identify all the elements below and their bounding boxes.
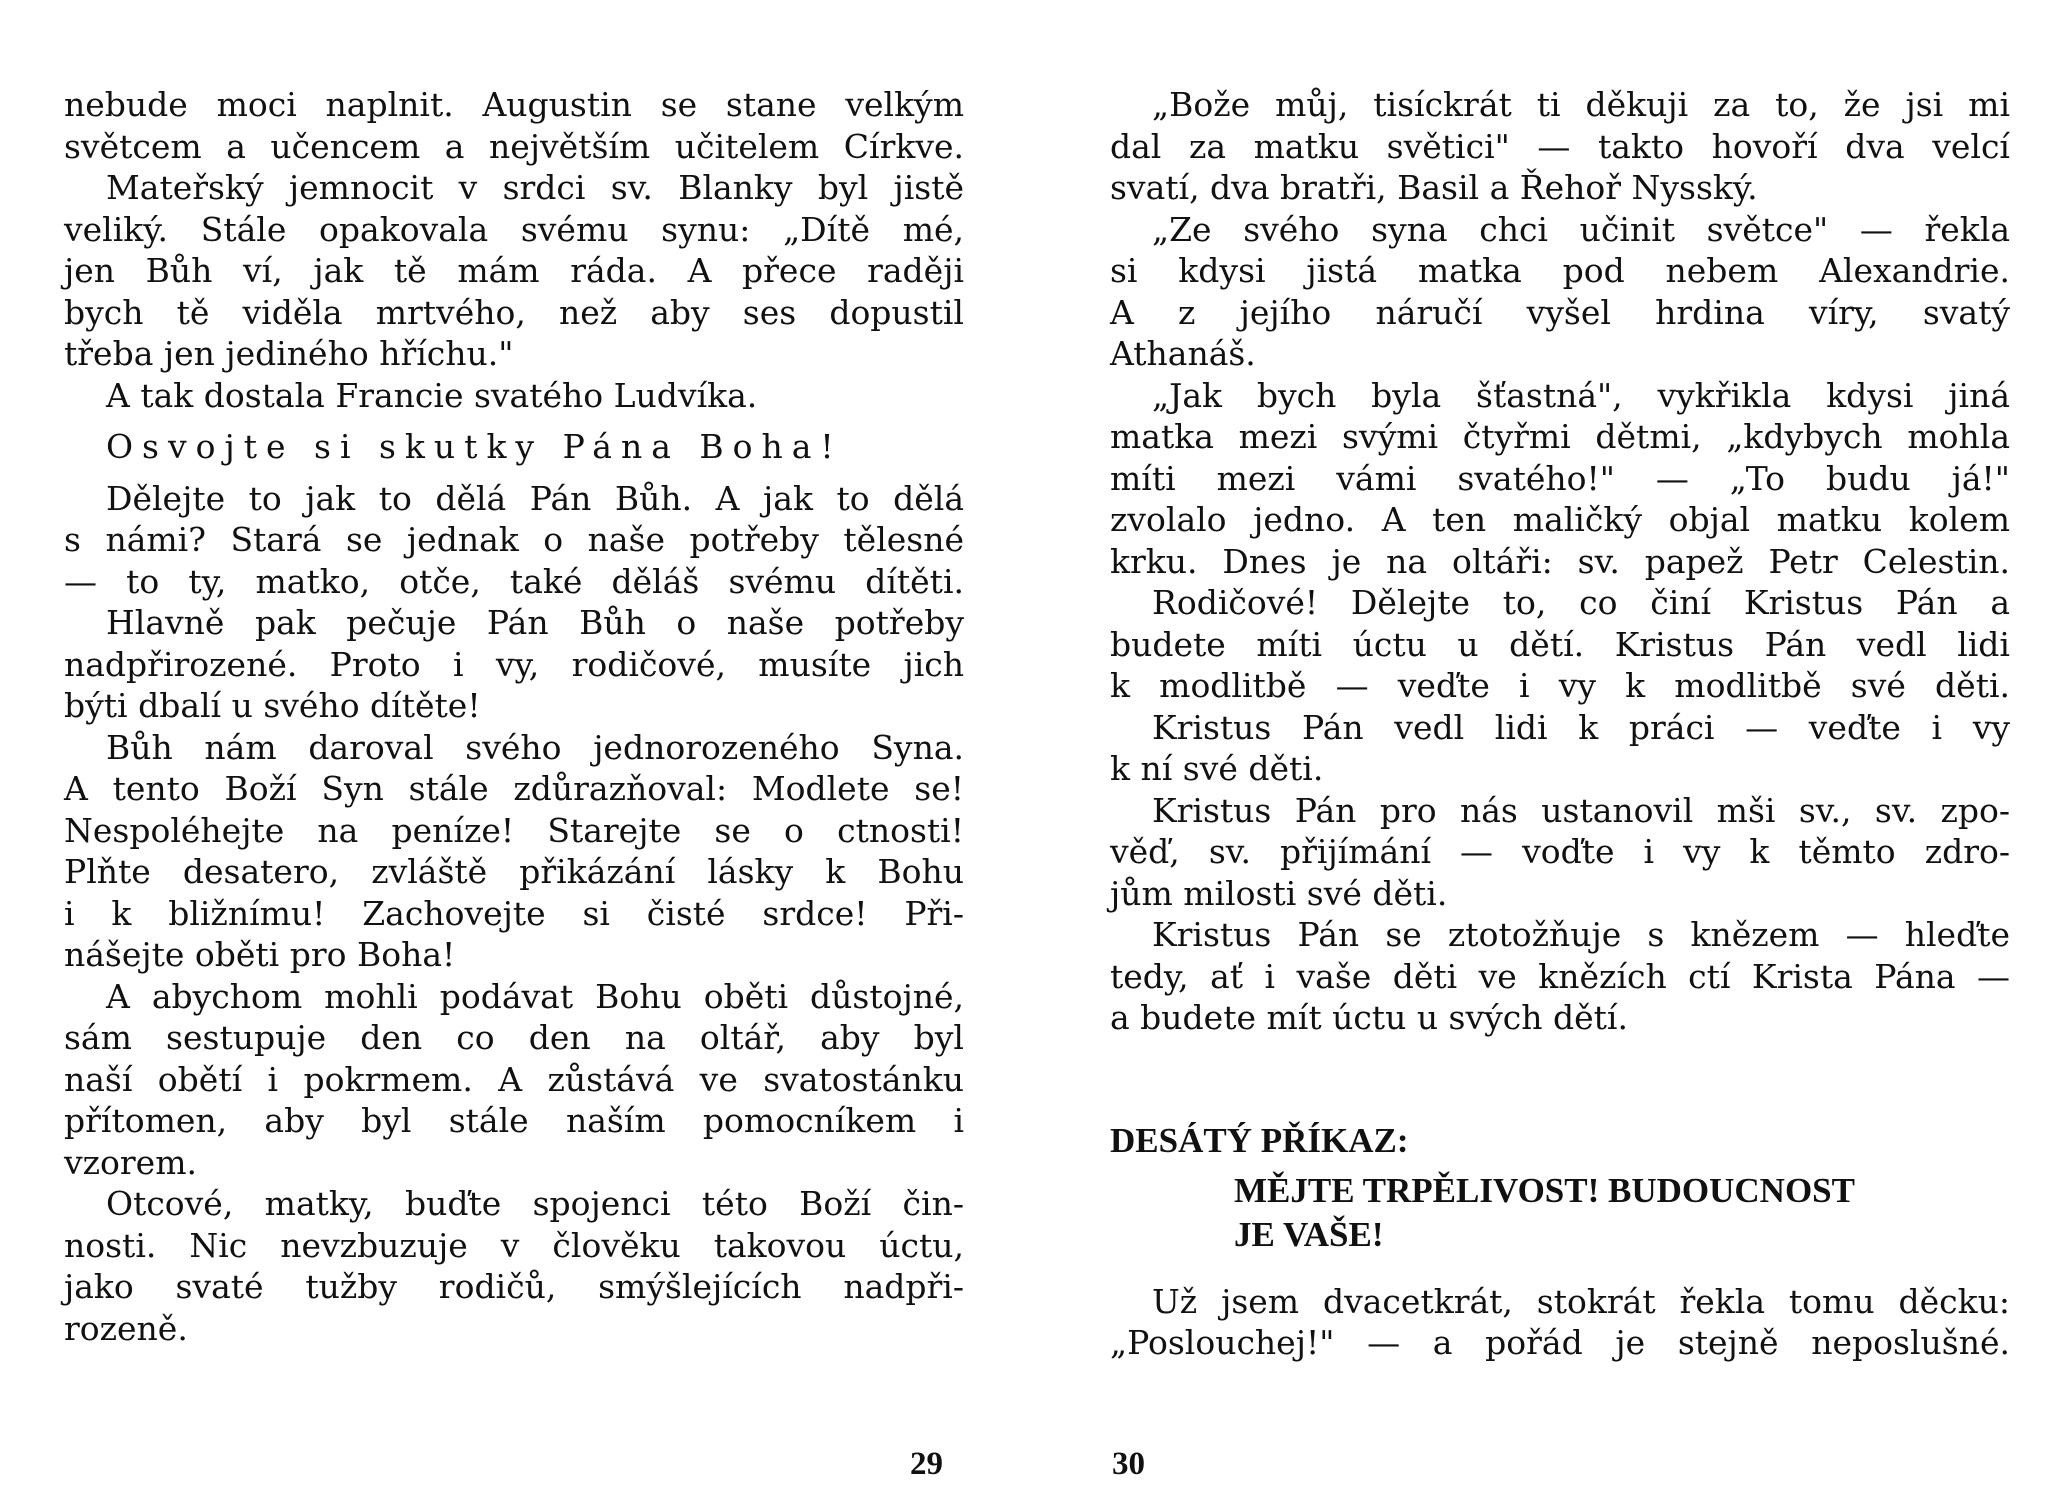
text-line: nadpřirozené. Proto i vy, rodičové, musíte jich: [64, 644, 964, 684]
right-page: [1110, 84, 2010, 1364]
text-line: „Jak bych byla šťastná", vykřikla kdysi jiná: [1152, 375, 2010, 415]
text-line: býti dbalí u svého dítěte!: [64, 686, 481, 725]
text-line: nosti. Nic nevzbuzuje v člověku takovou úctu,: [64, 1225, 964, 1265]
text-line: světcem a učencem a největším učitelem Církve.: [64, 126, 964, 166]
text-line: „Ze svého syna chci učinit světce" — řekla: [1152, 209, 2010, 249]
text-line: si kdysi jistá matka pod nebem Alexandrie.: [1110, 251, 2010, 290]
text-line: matka mezi svými čtyřmi dětmi, „kdybych mohla: [1110, 417, 2010, 456]
text-line: k ní své děti.: [1110, 749, 1324, 788]
left-page: [64, 84, 964, 1349]
text-line: Athanáš.: [1110, 334, 1256, 373]
text-line: Už jsem dvacetkrát, stokrát řekla tomu děcku:: [1152, 1281, 2010, 1321]
text-line: — to ty, matko, otče, také děláš svému dítěti.: [64, 561, 964, 601]
section-subheading: Osvojte si skutky Pána Boha!: [106, 427, 843, 466]
text-line: Plňte desatero, zvláště přikázání lásky k Bohu: [64, 852, 964, 891]
text-line: budete míti úctu u dětí. Kristus Pán vedl lidi: [1110, 624, 2010, 664]
text-line: Otcové, matky, buďte spojenci této Boží čin-: [106, 1184, 964, 1223]
text-line: naší obětí i pokrmem. A zůstává ve svatostánku: [64, 1059, 964, 1099]
text-line: Rodičové! Dělejte to, co činí Kristus Pán a: [1152, 583, 2010, 622]
text-line: A abychom mohli podávat Bohu oběti důstojné,: [106, 976, 964, 1016]
text-line: k modlitbě — veďte i vy k modlitbě své děti.: [1110, 666, 2010, 705]
text-line: Hlavně pak pečuje Pán Bůh o naše potřeby: [106, 603, 964, 642]
text-line: s námi? Stará se jednak o naše potřeby tělesné: [64, 520, 964, 559]
text-line: Mateřský jemnocit v srdci sv. Blanky byl jistě: [106, 168, 964, 207]
text-line: jako svaté tužby rodičů, smýšlejících nadpři-: [64, 1267, 964, 1306]
chapter-subtitle: JE VAŠE!: [1234, 1214, 1384, 1254]
text-line: Dělejte to jak to dělá Pán Bůh. A jak to dělá: [106, 478, 964, 518]
text-line: přítomen, aby byl stále naším pomocníkem i: [64, 1101, 964, 1140]
text-line: A tento Boží Syn stále zdůrazňoval: Modlete se!: [64, 769, 964, 808]
text-line: svatí, dva bratři, Basil a Řehoř Nysský.: [1110, 168, 1758, 207]
text-line: tedy, ať i vaše děti ve knězích ctí Krista Pána —: [1110, 956, 2010, 996]
text-line: Kristus Pán se ztotožňuje s knězem — hleďte: [1152, 915, 2010, 954]
page-number-right: 30: [1112, 1446, 1145, 1482]
text-line: bych tě viděla mrtvého, než aby ses dopustil: [64, 292, 964, 332]
text-line: zvolalo jedno. A ten maličký objal matku kolem: [1110, 500, 2010, 539]
text-line: sám sestupuje den co den na oltář, aby byl: [64, 1018, 964, 1057]
text-line: nášejte oběti pro Boha!: [64, 935, 456, 974]
text-line: věď, sv. přijímání — voďte i vy k těmto zdro-: [1110, 832, 2010, 871]
text-line: Kristus Pán pro nás ustanovil mši sv., sv. zpo-: [1152, 790, 2010, 830]
text-line: A tak dostala Francie svatého Ludvíka.: [106, 375, 758, 415]
text-line: „Bože můj, tisíckrát ti děkuji za to, že jsi mi: [1152, 85, 2010, 124]
text-line: Nespoléhejte na peníze! Starejte se o ctnosti!: [64, 810, 964, 850]
page-number-left: 29: [910, 1446, 943, 1482]
text-line: třeba jen jediného hříchu.": [64, 334, 514, 373]
text-line: a budete mít úctu u svých dětí.: [1110, 998, 1628, 1037]
chapter-subtitle: MĚJTE TRPĚLIVOST! BUDOUCNOST: [1234, 1170, 1855, 1210]
text-line: Bůh nám daroval svého jednorozeného Syna.: [106, 727, 964, 767]
text-line: „Poslouchej!" — a pořád je stejně neposlušné.: [1110, 1323, 2010, 1362]
text-line: rozeně.: [64, 1308, 188, 1348]
text-line: dal za matku světici" — takto hovoří dva velcí: [1110, 126, 2010, 166]
text-line: A z jejího náručí vyšel hrdina víry, svatý: [1110, 292, 2010, 332]
text-line: Kristus Pán vedl lidi k práci — veďte i vy: [1152, 707, 2010, 747]
text-line: jen Bůh ví, jak tě mám ráda. A přece raději: [64, 251, 964, 290]
text-line: jům milosti své děti.: [1110, 873, 1448, 913]
text-line: vzorem.: [64, 1142, 197, 1182]
text-line: veliký. Stále opakovala svému synu: „Dítě mé,: [64, 209, 964, 249]
text-line: nebude moci naplnit. Augustin se stane velkým: [64, 85, 964, 124]
text-line: i k bližnímu! Zachovejte si čisté srdce! Při-: [64, 893, 964, 933]
chapter-title: DESÁTÝ PŘÍKAZ:: [1110, 1120, 1409, 1160]
text-line: krku. Dnes je na oltáři: sv. papež Petr Celestin.: [1110, 541, 2010, 581]
text-line: míti mezi vámi svatého!" — „To budu já!": [1110, 458, 2010, 498]
